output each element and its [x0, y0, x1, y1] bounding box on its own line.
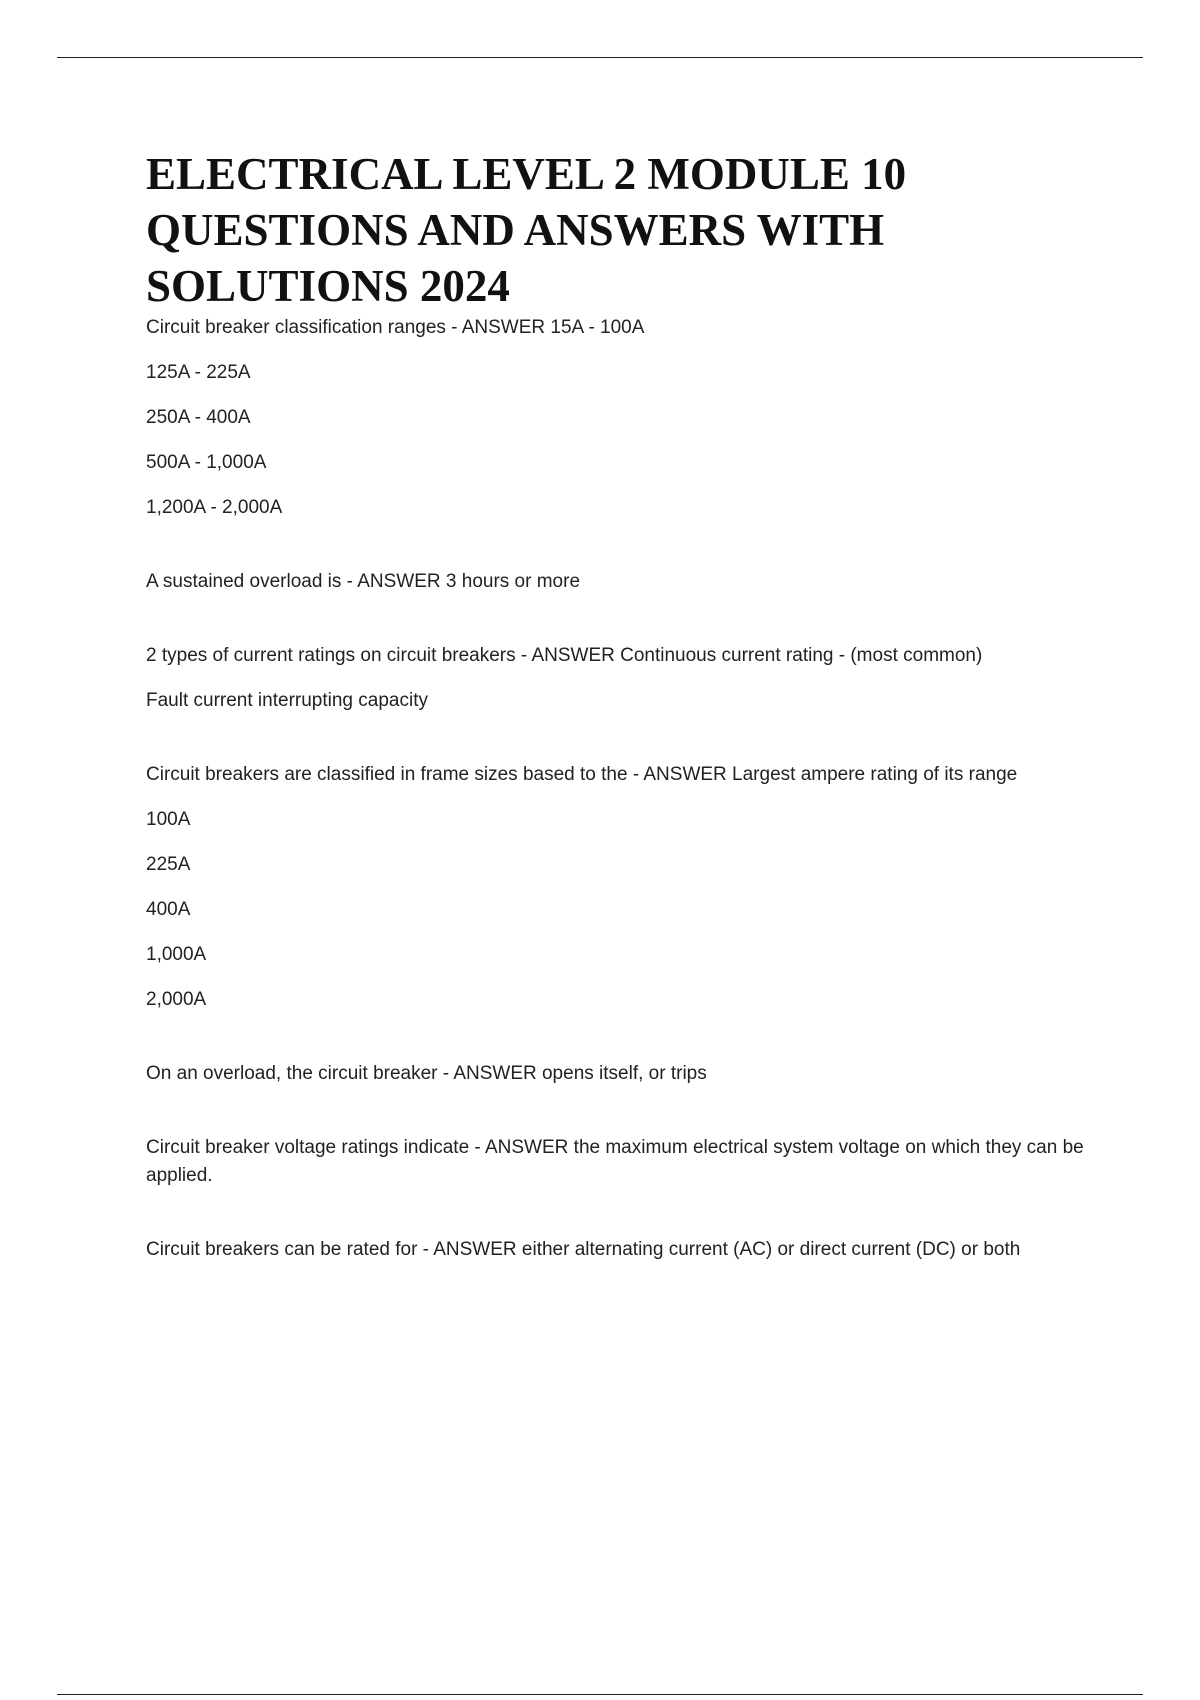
qa-item: [146, 761, 1096, 1014]
document-title: ELECTRICAL LEVEL 2 MODULE 10 QUESTIONS AND ANSWERS WITH SOLUTIONS 2024: [146, 149, 907, 311]
qa-line: 400A: [146, 899, 191, 920]
qa-line: On an overload, the circuit breaker - ANSWER opens itself, or trips: [146, 1063, 707, 1084]
qa-item: [146, 1236, 1096, 1264]
qa-line: 2 types of current ratings on circuit breakers - ANSWER Continuous current rating - (most common): [146, 645, 983, 666]
qa-line: 1,000A: [146, 944, 207, 965]
qa-item: [146, 1060, 1096, 1088]
qa-line: 1,200A - 2,000A: [146, 497, 283, 518]
qa-line: 500A - 1,000A: [146, 452, 267, 473]
qa-line: Circuit breaker voltage ratings indicate - ANSWER the maximum electrical system voltage on which they can be applied.: [146, 1137, 1084, 1186]
qa-item: [146, 314, 1096, 522]
qa-line: Fault current interrupting capacity: [146, 690, 428, 711]
qa-item: [146, 568, 1096, 596]
qa-line: 225A: [146, 854, 191, 875]
document-body: [146, 146, 1096, 1310]
qa-line: 250A - 400A: [146, 407, 251, 428]
qa-line: 125A - 225A: [146, 362, 251, 383]
qa-line: Circuit breakers can be rated for - ANSWER either alternating current (AC) or direct current (DC) or both: [146, 1239, 1021, 1260]
qa-line: A sustained overload is - ANSWER 3 hours or more: [146, 571, 581, 592]
qa-item: [146, 642, 1096, 715]
qa-line: Circuit breaker classification ranges - ANSWER 15A - 100A: [146, 317, 645, 338]
qa-line: 100A: [146, 809, 191, 830]
qa-line: Circuit breakers are classified in frame sizes based to the - ANSWER Largest ampere rating of its range: [146, 764, 1018, 785]
qa-line: 2,000A: [146, 989, 207, 1010]
bottom-divider: [57, 1694, 1143, 1695]
top-divider: [57, 57, 1143, 58]
qa-item: [146, 1134, 1096, 1190]
